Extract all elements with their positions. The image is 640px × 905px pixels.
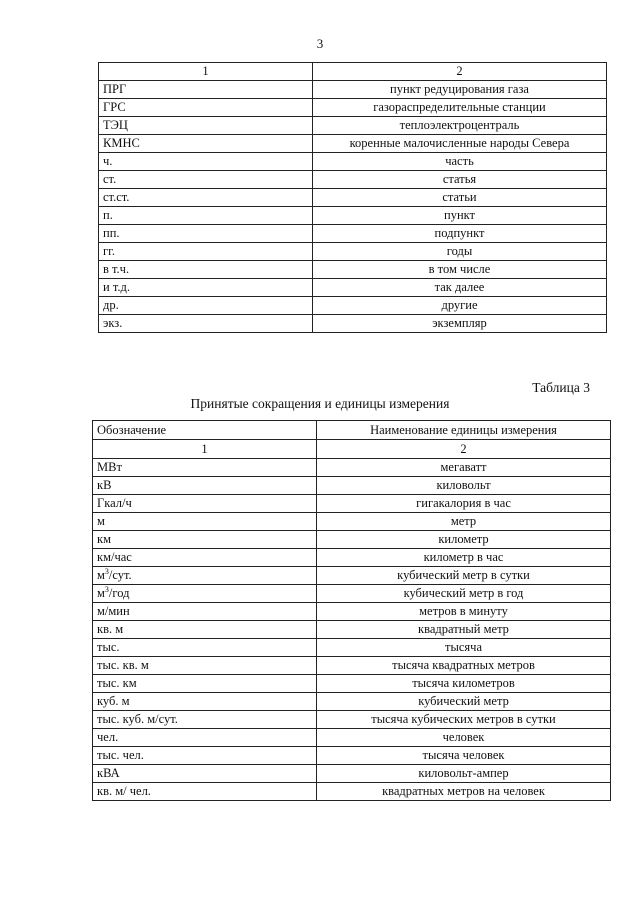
table-row	[99, 315, 607, 333]
table-caption-number: Таблица 3	[532, 380, 590, 395]
table-row	[93, 765, 611, 783]
column-number: 1	[93, 440, 317, 459]
table-row	[99, 81, 607, 99]
table-row	[99, 225, 607, 243]
table-row	[93, 495, 611, 513]
designation-cell: $м^3$/сут.	[93, 567, 317, 585]
abbreviation-cell: ч.	[99, 153, 313, 171]
abbreviation-cell: в т.ч.	[99, 261, 313, 279]
unit-name-cell: метров в минуту	[317, 603, 611, 621]
table-row	[99, 207, 607, 225]
unit-name-cell: километр	[317, 531, 611, 549]
unit-name-cell: тысяча человек	[317, 747, 611, 765]
table-row	[99, 135, 607, 153]
meaning-cell: подпункт	[313, 225, 607, 243]
meaning-cell: статья	[313, 171, 607, 189]
abbreviation-cell: др.	[99, 297, 313, 315]
designation-cell: км	[93, 531, 317, 549]
unit-name-cell: киловольт	[317, 477, 611, 495]
abbreviations-table	[98, 62, 607, 333]
column-header-unit-name: Наименование единицы измерения	[317, 421, 611, 440]
table-row	[93, 639, 611, 657]
table-row	[99, 243, 607, 261]
unit-name-cell: кубический метр	[317, 693, 611, 711]
page-number: 3	[316, 36, 324, 51]
meaning-cell: теплоэлектроцентраль	[313, 117, 607, 135]
meaning-cell: статьи	[313, 189, 607, 207]
designation-cell: кВА	[93, 765, 317, 783]
table-row	[99, 279, 607, 297]
unit-name-cell: человек	[317, 729, 611, 747]
meaning-cell: коренные малочисленные народы Севера	[313, 135, 607, 153]
unit-name-cell: кубический метр в год	[317, 585, 611, 603]
unit-name-cell: гигакалория в час	[317, 495, 611, 513]
table-row	[99, 261, 607, 279]
designation-cell: тыс. чел.	[93, 747, 317, 765]
table-row	[93, 585, 611, 603]
table-row	[93, 729, 611, 747]
designation-cell: м	[93, 513, 317, 531]
designation-cell: тыс. куб. м/сут.	[93, 711, 317, 729]
units-table	[92, 420, 611, 801]
meaning-cell: в том числе	[313, 261, 607, 279]
abbreviation-cell: ГРС	[99, 99, 313, 117]
unit-name-cell: метр	[317, 513, 611, 531]
meaning-cell: пункт	[313, 207, 607, 225]
designation-cell: тыс.	[93, 639, 317, 657]
meaning-cell: пункт редуцирования газа	[313, 81, 607, 99]
column-number: 1	[99, 63, 313, 81]
table-row	[93, 477, 611, 495]
header-row	[93, 421, 611, 440]
table-row	[93, 459, 611, 477]
abbreviation-cell: ТЭЦ	[99, 117, 313, 135]
unit-name-cell: тысяча	[317, 639, 611, 657]
meaning-cell: годы	[313, 243, 607, 261]
unit-name-cell: кубический метр в сутки	[317, 567, 611, 585]
abbreviation-cell: ПРГ	[99, 81, 313, 99]
abbreviation-cell: ст.	[99, 171, 313, 189]
column-number: 2	[313, 63, 607, 81]
unit-name-cell: мегаватт	[317, 459, 611, 477]
abbreviation-cell: гг.	[99, 243, 313, 261]
designation-cell: м/мин	[93, 603, 317, 621]
abbreviation-cell: и т.д.	[99, 279, 313, 297]
column-number-row	[99, 63, 607, 81]
meaning-cell: так далее	[313, 279, 607, 297]
abbreviation-cell: п.	[99, 207, 313, 225]
table-row	[99, 297, 607, 315]
designation-cell: куб. м	[93, 693, 317, 711]
unit-name-cell: тысяча километров	[317, 675, 611, 693]
table-row	[93, 693, 611, 711]
column-header-designation: Обозначение	[93, 421, 317, 440]
meaning-cell: другие	[313, 297, 607, 315]
table-row	[93, 657, 611, 675]
table-row	[93, 531, 611, 549]
meaning-cell: экземпляр	[313, 315, 607, 333]
table-row	[93, 675, 611, 693]
unit-name-cell: километр в час	[317, 549, 611, 567]
designation-cell: тыс. кв. м	[93, 657, 317, 675]
table-row	[99, 153, 607, 171]
table-row	[93, 567, 611, 585]
designation-cell: тыс. км	[93, 675, 317, 693]
meaning-cell: часть	[313, 153, 607, 171]
unit-name-cell: тысяча квадратных метров	[317, 657, 611, 675]
designation-cell: МВт	[93, 459, 317, 477]
abbreviation-cell: ст.ст.	[99, 189, 313, 207]
designation-cell: км/час	[93, 549, 317, 567]
table-row	[93, 603, 611, 621]
table-row	[99, 171, 607, 189]
designation-cell: кВ	[93, 477, 317, 495]
table-row	[99, 189, 607, 207]
table-row	[93, 621, 611, 639]
table-row	[93, 549, 611, 567]
column-number-row	[93, 440, 611, 459]
table-row	[99, 99, 607, 117]
table-row	[93, 711, 611, 729]
designation-cell: кв. м/ чел.	[93, 783, 317, 801]
unit-name-cell: квадратных метров на человек	[317, 783, 611, 801]
designation-cell: Гкал/ч	[93, 495, 317, 513]
table-row	[93, 783, 611, 801]
table-caption-title: Принятые сокращения и единицы измерения	[190, 396, 450, 411]
unit-name-cell: тысяча кубических метров в сутки	[317, 711, 611, 729]
designation-cell: $м^3$/год	[93, 585, 317, 603]
designation-cell: кв. м	[93, 621, 317, 639]
abbreviation-cell: КМНС	[99, 135, 313, 153]
designation-cell: чел.	[93, 729, 317, 747]
table-row	[93, 747, 611, 765]
abbreviation-cell: пп.	[99, 225, 313, 243]
unit-name-cell: киловольт-ампер	[317, 765, 611, 783]
table-row	[99, 117, 607, 135]
column-number: 2	[317, 440, 611, 459]
meaning-cell: газораспределительные станции	[313, 99, 607, 117]
abbreviation-cell: экз.	[99, 315, 313, 333]
table-row	[93, 513, 611, 531]
unit-name-cell: квадратный метр	[317, 621, 611, 639]
